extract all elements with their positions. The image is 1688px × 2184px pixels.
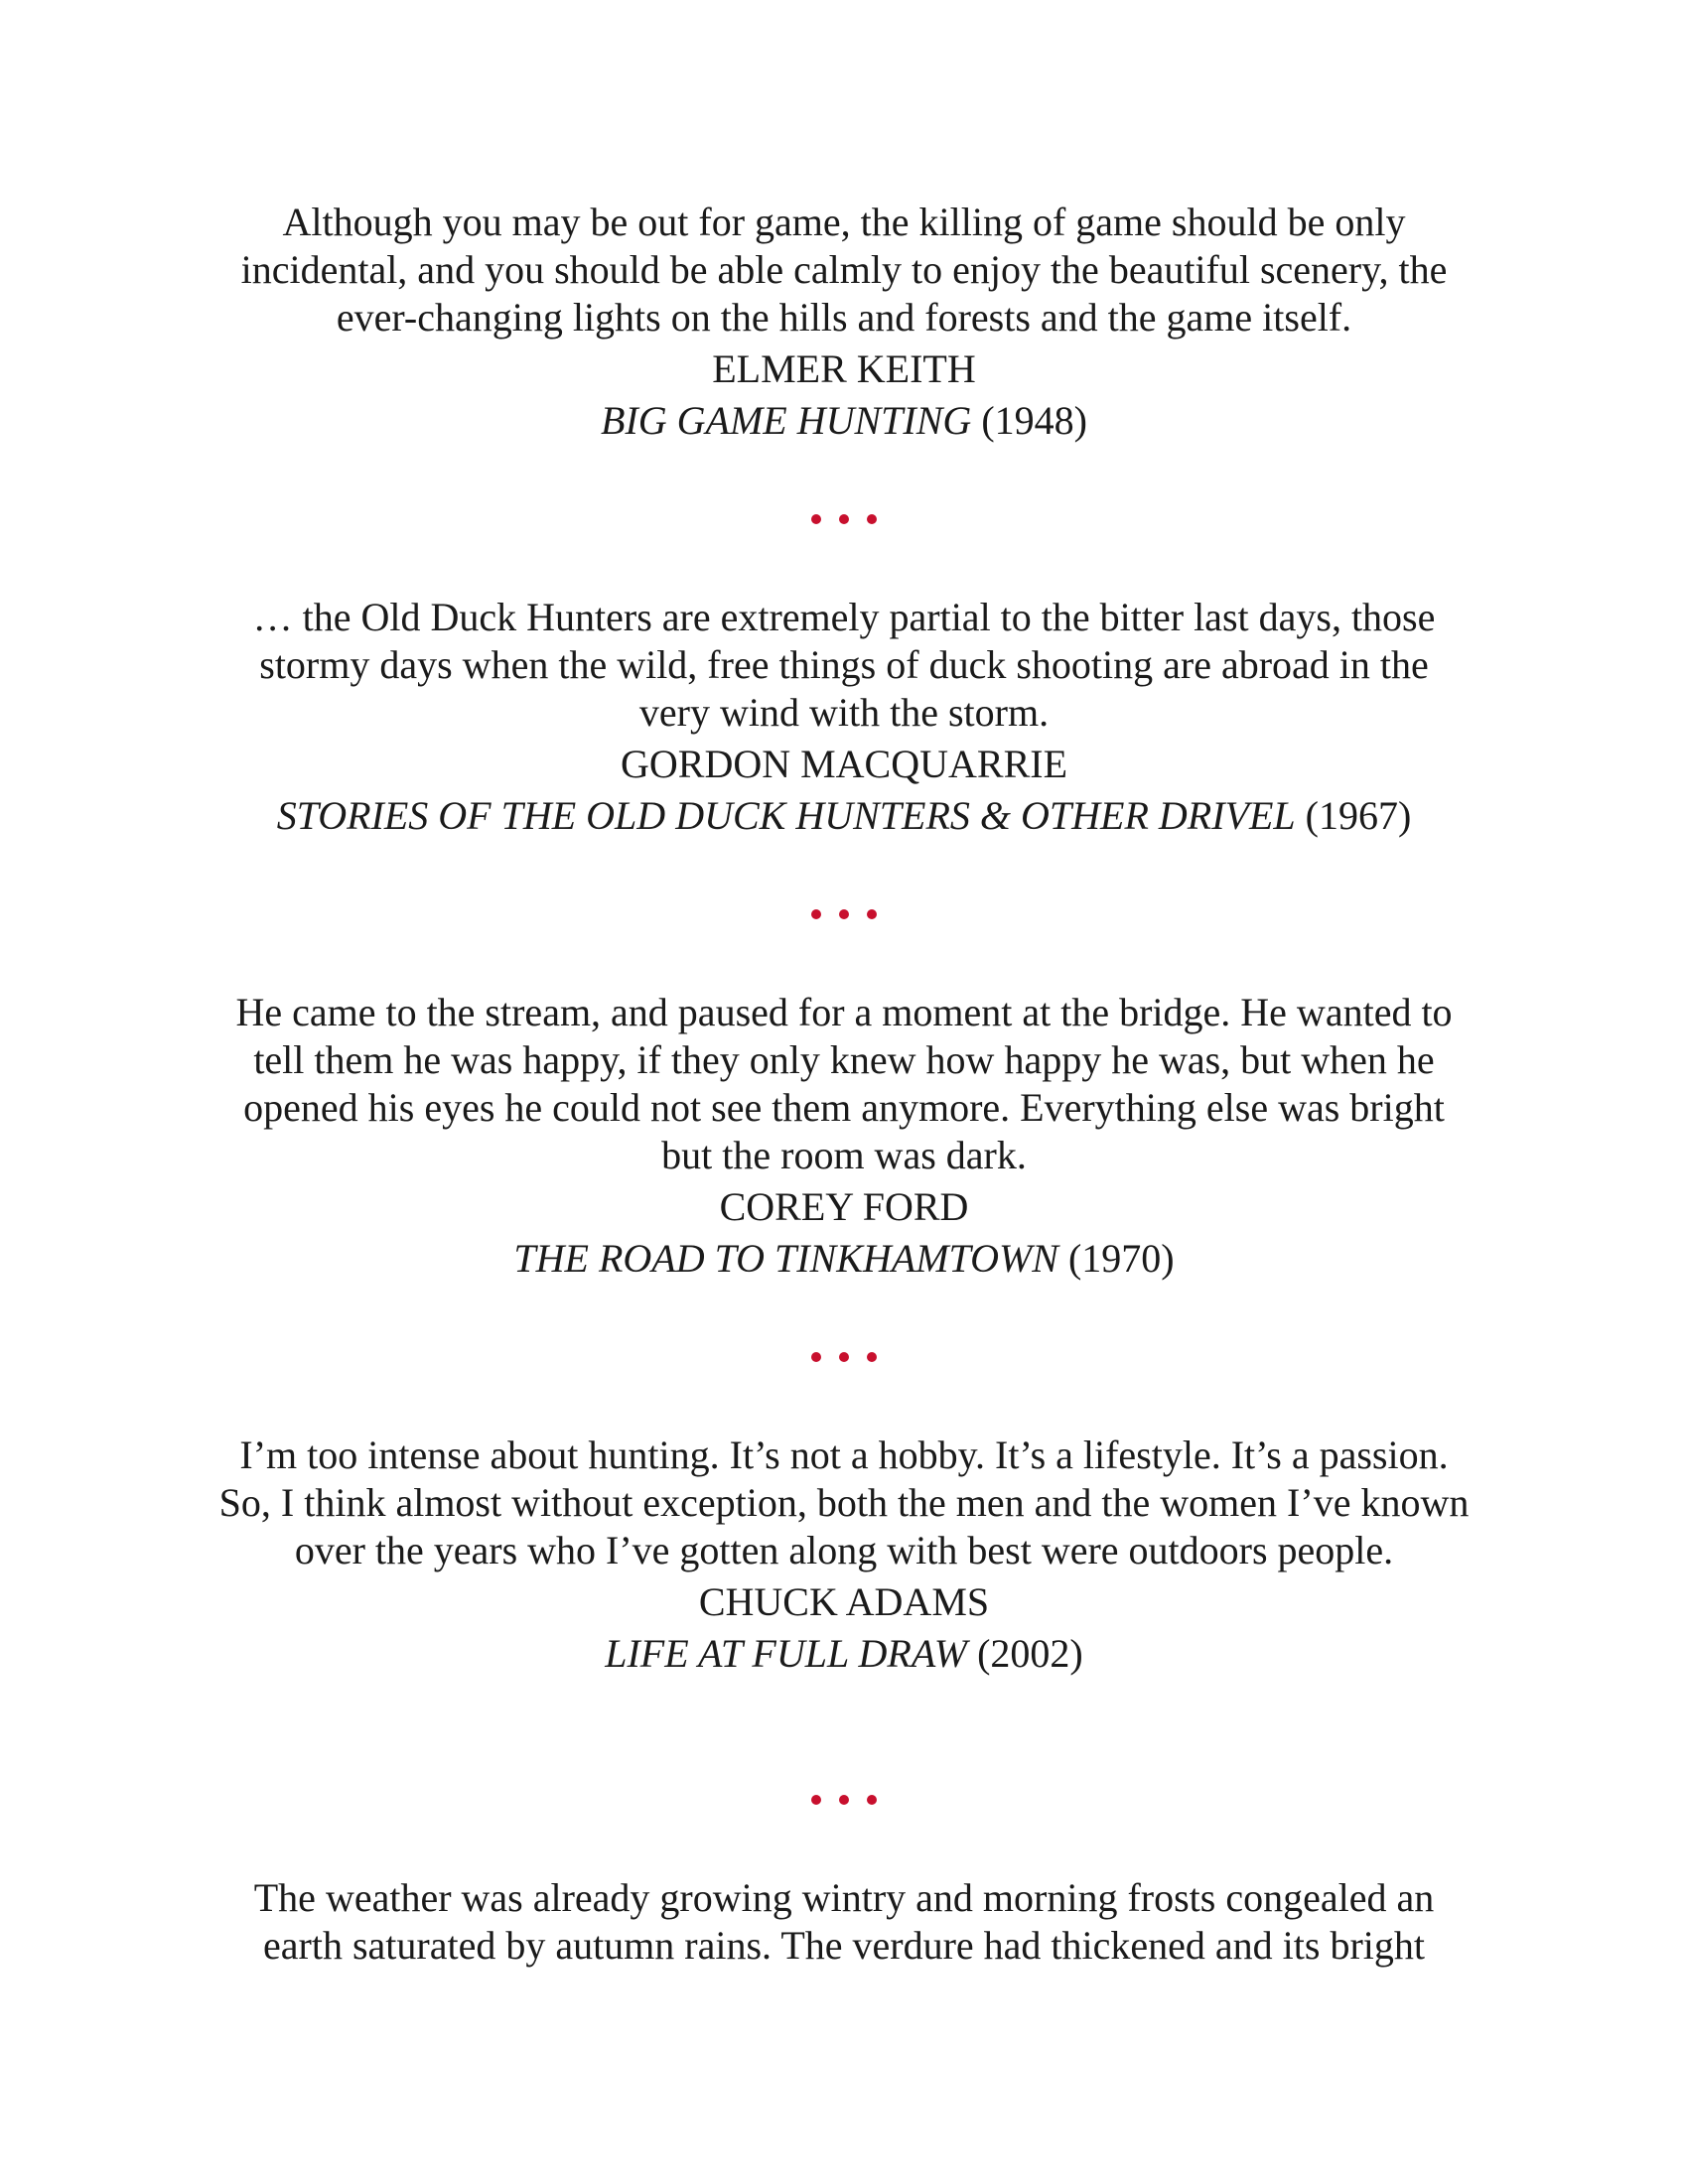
quote-source bbox=[149, 790, 1539, 842]
quote-text: Although you may be out for game, the killing of game should be only incidental, and you should be able calmly to enjoy the beautiful scenery, the ever-changing lights on the hills and forests and the game itself. bbox=[240, 200, 1448, 340]
separator-dot bbox=[839, 1795, 849, 1805]
source-title: STORIES OF THE OLD DUCK HUNTERS & OTHER DRIVEL bbox=[276, 793, 1296, 838]
quote-text: He came to the stream, and paused for a moment at the bridge. He wanted to tell them he was happy, if they only knew how happy he was, but when he opened his eyes he could not see them anymore. Everything else was bright but the room was dark. bbox=[235, 990, 1453, 1177]
separator-dot bbox=[839, 909, 849, 919]
quote-block bbox=[149, 1874, 1539, 1970]
quote-text: The weather was already growing wintry and morning frosts congealed an earth saturated by autumn rains. The verdure had thickened and its bright bbox=[253, 1875, 1435, 1968]
separator-dot bbox=[867, 1352, 877, 1362]
separator-dot bbox=[867, 909, 877, 919]
quote-source bbox=[149, 1233, 1539, 1285]
source-title: LIFE AT FULL DRAW bbox=[605, 1631, 968, 1676]
section-separator bbox=[0, 905, 1688, 925]
quote-author: ELMER KEITH bbox=[712, 346, 976, 391]
separator-dot bbox=[811, 1352, 821, 1362]
separator-dot bbox=[811, 514, 821, 524]
quote-block bbox=[149, 594, 1539, 842]
source-year: (1948) bbox=[981, 398, 1087, 443]
section-separator bbox=[0, 1791, 1688, 1811]
quote-source bbox=[149, 1628, 1539, 1680]
quote-block bbox=[149, 199, 1539, 447]
quote-author: COREY FORD bbox=[719, 1184, 969, 1229]
source-year: (1967) bbox=[1305, 793, 1412, 838]
section-separator bbox=[0, 510, 1688, 530]
quote-text: … the Old Duck Hunters are extremely partial to the bitter last days, those stormy days when the wild, free things of duck shooting are abroad in the very wind with the storm. bbox=[252, 595, 1436, 735]
quote-text: I’m too intense about hunting. It’s not a hobby. It’s a lifestyle. It’s a passion. So, I think almost without exception, both the men and the women I’ve known over the years who I’ve gotten along with best were outdoors people. bbox=[218, 1433, 1470, 1572]
separator-dot bbox=[811, 909, 821, 919]
source-title: BIG GAME HUNTING bbox=[601, 398, 972, 443]
section-separator bbox=[0, 1348, 1688, 1368]
quote-block bbox=[149, 989, 1539, 1285]
quote-source bbox=[149, 395, 1539, 447]
source-year: (1970) bbox=[1067, 1236, 1175, 1281]
separator-dot bbox=[839, 1352, 849, 1362]
separator-dot bbox=[867, 514, 877, 524]
source-title: THE ROAD TO TINKHAMTOWN bbox=[513, 1236, 1058, 1281]
separator-dot bbox=[867, 1795, 877, 1805]
source-year: (2002) bbox=[977, 1631, 1083, 1676]
quote-block bbox=[149, 1432, 1539, 1680]
quote-author: GORDON MACQUARRIE bbox=[620, 742, 1068, 786]
separator-dot bbox=[839, 514, 849, 524]
separator-dot bbox=[811, 1795, 821, 1805]
quote-author: CHUCK ADAMS bbox=[698, 1579, 990, 1624]
